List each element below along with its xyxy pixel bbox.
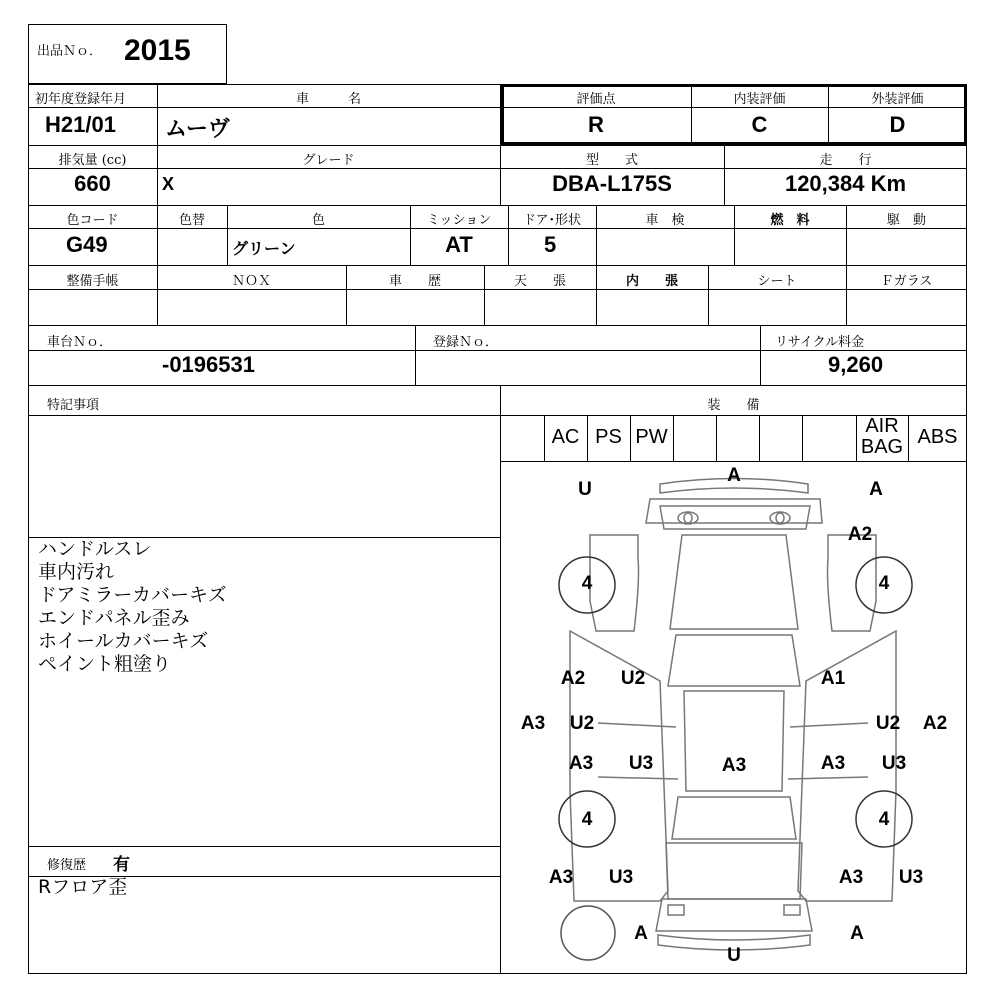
divider [28,415,967,416]
repair-value: 有 [113,855,130,875]
remark-line: ペイント粗塗り [38,653,172,675]
repaint-label: 色替 [178,213,205,228]
lot-number-value: 2015 [124,34,191,67]
seat-label: シート [757,274,797,289]
exterior-score-label: 外装評価 [871,92,924,107]
damage-mark: U3 [898,867,924,888]
damage-mark: A3 [838,867,864,888]
damage-mark: A3 [548,867,574,888]
interior-score-label: 内装評価 [733,92,786,107]
damage-mark: A [634,923,648,944]
divider [28,168,967,169]
score-value: R [588,112,604,137]
divider [501,107,967,108]
damage-mark: A2 [847,524,873,545]
divider [415,325,416,385]
model-value: DBA-L175S [552,171,672,196]
divider [802,415,803,461]
damage-mark: U3 [608,867,634,888]
equipment-pw: PW [635,426,668,448]
damage-mark: 4 [581,573,593,594]
divider [28,350,967,351]
color-code-label: 色コード [66,213,119,228]
divider [28,228,967,229]
mission-value: AT [445,232,473,257]
damage-mark: A2 [560,668,586,689]
model-label: 型 式 [585,153,638,168]
divider [28,846,500,847]
remark-line: ホイールカバーキズ [38,630,209,652]
remark-line: ハンドルスレ [38,538,152,560]
lot-number-label: 出品Ｎｏ． [37,44,103,59]
damage-mark: A1 [820,668,846,689]
color-label: 色 [311,213,325,228]
damage-mark: A2 [922,713,948,734]
damage-mark: A3 [721,755,747,776]
divider [28,265,967,266]
remark-line: エンドパネル歪み [38,607,190,629]
divider [28,325,967,326]
damage-mark: A3 [568,753,594,774]
damage-mark: 4 [581,809,593,830]
divider [28,107,500,108]
damage-mark: U3 [881,753,907,774]
remark-line: ドアミラーカバーキズ [38,584,227,606]
doors-value: 5 [544,232,557,257]
displacement-label: 排気量 (cc) [58,153,127,168]
repair-label: 修復歴 [47,858,87,873]
drive-label: 駆 動 [886,213,926,228]
divider [759,415,760,461]
damage-mark: A [869,479,883,500]
damage-mark: U [578,479,592,500]
equipment-title: 装 備 [707,398,760,413]
history-label: 車 歴 [388,274,441,289]
divider [760,325,761,385]
glass-label: Ｆガラス [880,274,933,289]
car-name-value: ムーヴ [165,117,230,142]
damage-mark: U2 [875,713,901,734]
fuel-label: 燃 料 [770,213,810,228]
inspection-label: 車 検 [645,213,685,228]
damage-mark: U2 [569,713,595,734]
recycle-value: 9,260 [828,352,884,377]
first-reg-value: H21/01 [45,112,116,137]
displacement-value: 660 [74,171,111,196]
damage-mark: A [850,923,864,944]
mileage-label: 走 行 [819,153,872,168]
first-reg-label: 初年度登録年月 [35,92,127,107]
damage-mark: A [727,465,741,486]
divider [28,205,967,206]
recycle-label: リサイクル料金 [775,335,865,350]
color-code-value: G49 [66,232,108,257]
nox-label: ＮＯＸ [231,274,271,289]
score-label: 評価点 [576,92,616,107]
chassis-value: -0196531 [162,352,255,377]
equipment-abs: ABS [917,426,958,448]
mileage-value: 120,384 Km [784,171,907,196]
equipment-ps: PS [595,426,622,448]
interior-trim-label: 内 張 [625,274,678,289]
damage-mark: 4 [878,573,890,594]
damage-mark: U [727,945,741,966]
divider [716,415,717,461]
maintenance-label: 整備手帳 [66,274,119,289]
damage-mark: U2 [620,668,646,689]
color-value: グリーン [232,239,296,258]
car-name-label: 車 名 [295,92,361,107]
remark-line: 車内汚れ [38,561,115,583]
divider [28,385,967,386]
damage-mark: 4 [878,809,890,830]
equipment-airbag: AIR BAG [860,415,904,458]
grade-label: グレード [302,153,355,168]
damage-mark: A3 [520,713,546,734]
interior-score-value: C [751,112,768,137]
registration-label: 登録Ｎｏ． [433,335,499,350]
damage-mark: U3 [628,753,654,774]
divider [28,145,967,146]
equipment-ac: AC [551,426,580,448]
doors-label: ドア･形状 [522,213,582,228]
divider [673,415,674,461]
remarks-title: 特記事項 [47,398,100,413]
repair-note: Rフロア歪 [38,876,128,898]
ceiling-label: 天 張 [513,274,566,289]
damage-mark: A3 [820,753,846,774]
chassis-label: 車台Ｎｏ． [47,335,113,350]
grade-value: X [162,174,175,194]
divider [28,289,967,290]
exterior-score-value: D [889,112,906,137]
mission-label: ミッション [426,213,492,228]
